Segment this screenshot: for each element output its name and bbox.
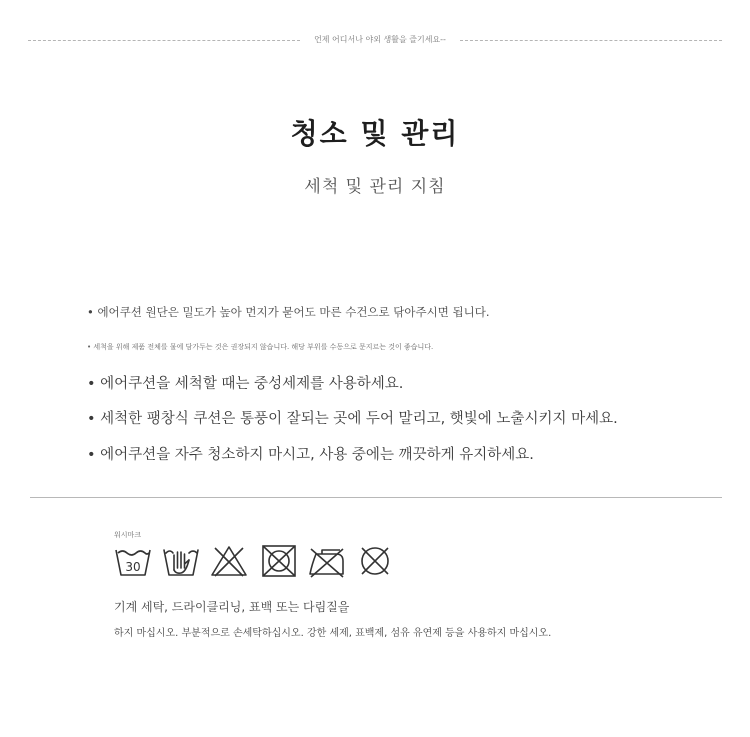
wash-mark-label: 워시마크 [114, 531, 142, 539]
tagline: 언제 어디서나 야외 생활을 즐기세요-- [314, 35, 446, 44]
page-title: 청소 및 관리 [290, 117, 460, 150]
no-bleach-icon [210, 544, 248, 578]
care-instruction-line2: 하지 마십시오. 부분적으로 손세탁하십시오. 강한 세제, 표백제, 섬유 유연제 등을 사용하지 마십시오. [114, 628, 552, 639]
top-dashed-rule [28, 34, 722, 46]
no-dry-clean-icon [356, 544, 394, 578]
no-tumble-dry-icon [260, 544, 298, 578]
instruction-item: • 에어쿠션을 세척할 때는 중성세제를 사용하세요. [87, 376, 404, 392]
wash-30-icon [114, 544, 152, 578]
no-iron-icon [308, 544, 346, 578]
instruction-item: • 세척한 팽창식 쿠션은 통풍이 잘되는 곳에 두어 말리고, 햇빛에 노출시키지 마세요. [87, 411, 618, 427]
instruction-item: • 세척을 위해 제품 전체를 물에 담가두는 것은 권장되지 않습니다. 해당 부위를 수동으로 문지르는 것이 좋습니다. [87, 343, 434, 351]
hand-wash-icon [162, 544, 200, 578]
instruction-item: • 에어쿠션 원단은 밀도가 높아 먼지가 묻어도 마른 수건으로 닦아주시면 됩니다. [87, 305, 490, 319]
instruction-item: • 에어쿠션을 자주 청소하지 마시고, 사용 중에는 깨끗하게 유지하세요. [87, 447, 534, 463]
care-instruction-line1: 기계 세탁, 드라이클리닝, 표백 또는 다림질을 [114, 600, 350, 614]
section-divider [30, 497, 722, 498]
dashed-line-right [460, 40, 722, 41]
dashed-line-left [28, 40, 300, 41]
wash-temp-label: 30 [125, 560, 141, 574]
page-subtitle: 세척 및 관리 지침 [304, 177, 446, 197]
